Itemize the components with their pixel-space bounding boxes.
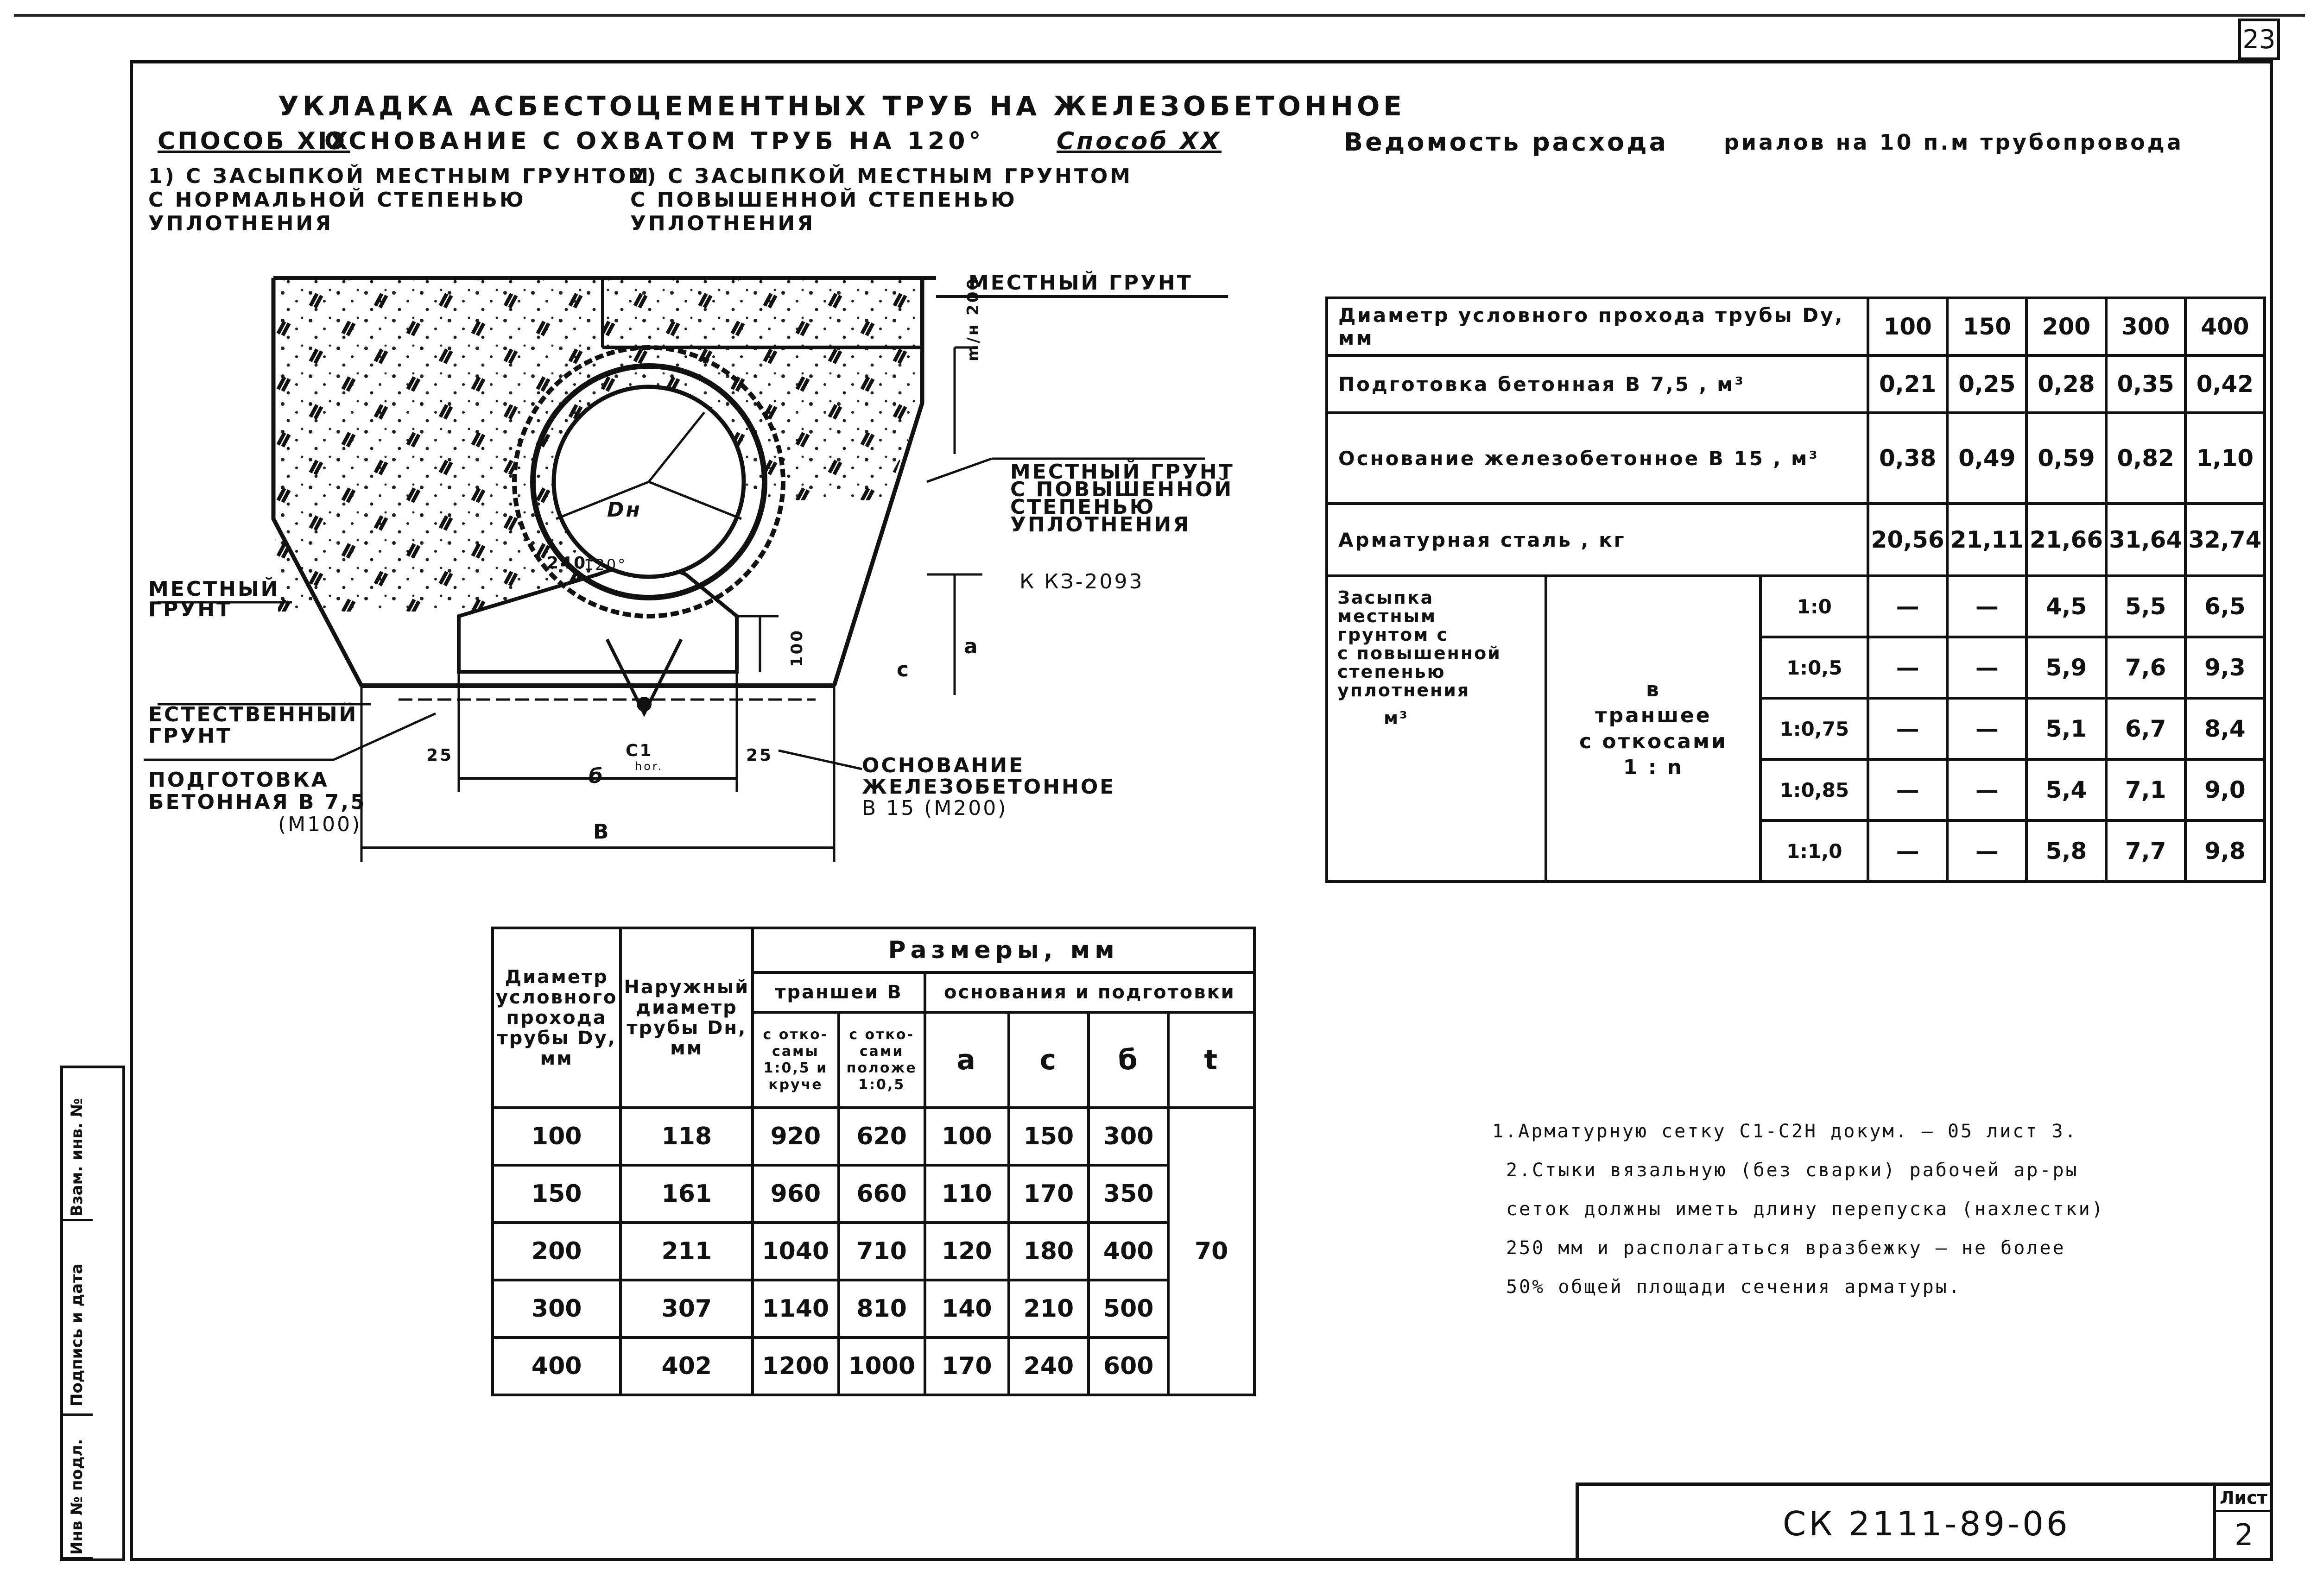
table-cell: 307 <box>620 1280 753 1337</box>
value-cell: — <box>1947 576 2026 637</box>
consumption-title-right: риалов на 10 п.м трубопровода <box>1724 130 2184 155</box>
label-line: УПЛОТНЕНИЯ <box>1010 513 1191 536</box>
side-label-inventory: Инв № подл. <box>68 1438 86 1555</box>
header-t: t <box>1168 1012 1254 1108</box>
value-cell: 4,5 <box>2026 576 2106 637</box>
header-b: б <box>1089 1012 1168 1108</box>
header-slope-gentle: с отко-сами положе 1:0,5 <box>839 1012 925 1108</box>
table-cell: 300 <box>493 1280 620 1337</box>
consumption-title-left: Ведомость расхода <box>1344 127 1669 157</box>
diameter-cell: 400 <box>2185 298 2265 355</box>
table-cell: 140 <box>925 1280 1009 1337</box>
table-cell: 400 <box>1089 1223 1168 1280</box>
value-cell: 7,1 <box>2106 759 2185 820</box>
table-cell: 1040 <box>753 1223 838 1280</box>
label-natural-soil <box>148 704 358 747</box>
table-cell: 211 <box>620 1223 753 1280</box>
value-cell: 31,64 <box>2106 504 2185 576</box>
value-cell: — <box>1868 698 1947 759</box>
sheet-box <box>2213 1486 2273 1561</box>
variant-1-line: 1) С ЗАСЫПКОЙ МЕСТНЫМ ГРУНТОМ <box>148 164 651 188</box>
backfill-label-line: степенью <box>1337 662 1446 682</box>
label-line: ЕСТЕСТВЕННЫЙ <box>148 703 358 726</box>
title-block-stamp <box>1576 1482 2273 1561</box>
table-cell: 400 <box>493 1337 620 1395</box>
value-cell: 5,1 <box>2026 698 2106 759</box>
header-diameter-outer: Наружный диаметр трубы Dн, мм <box>620 928 753 1108</box>
table-cell: 600 <box>1089 1337 1168 1395</box>
label-angle-small: 120° <box>584 556 627 574</box>
variant-2-line: УПЛОТНЕНИЯ <box>630 212 816 235</box>
value-cell: 0,28 <box>2026 355 2106 413</box>
sheet-divider <box>2216 1510 2273 1512</box>
variant-1-block <box>148 164 651 235</box>
label-local-soil-left <box>148 579 279 620</box>
trench-label-line: 1 : n <box>1623 756 1684 779</box>
note-line: 250 мм и располагаться вразбежку — не более <box>1506 1237 2066 1259</box>
row-label: Подготовка бетонная В 7,5 , м³ <box>1327 355 1868 413</box>
pipe-dimensions-table <box>491 927 1256 1396</box>
table-cell: 350 <box>1089 1165 1168 1223</box>
slope-ratio-cell: 1:0 <box>1760 576 1868 637</box>
table-cell: 180 <box>1009 1223 1089 1280</box>
header-slope-steep: с отко-самы 1:0,5 и круче <box>753 1012 838 1108</box>
label-c1-note: hor. <box>635 760 664 773</box>
diameter-cell: 300 <box>2106 298 2185 355</box>
slope-ratio-cell: 1:0,5 <box>1760 637 1868 698</box>
table-cell: 300 <box>1089 1108 1168 1165</box>
diameter-cell: 200 <box>2026 298 2106 355</box>
label-prep-concrete <box>148 769 367 836</box>
table-cell: 161 <box>620 1165 753 1223</box>
label-dim-25-left: 25 <box>426 746 454 765</box>
value-cell: 9,8 <box>2185 820 2265 882</box>
backfill-label-line: уплотнения <box>1337 680 1470 700</box>
label-local-soil-top: МЕСТНЫЙ ГРУНТ <box>969 271 1193 295</box>
trench-label-line: в <box>1646 678 1661 701</box>
backfill-label-cell <box>1327 576 1546 882</box>
value-cell: — <box>1947 759 2026 820</box>
table-cell: 500 <box>1089 1280 1168 1337</box>
sheet-number: 2 <box>2235 1518 2254 1552</box>
corner-sheet-number: 23 <box>2238 19 2280 60</box>
label-dim-m: m/н 200 <box>964 277 982 361</box>
label-line: ПОДГОТОВКА <box>148 768 329 792</box>
value-cell: 6,5 <box>2185 576 2265 637</box>
value-cell: 1,10 <box>2185 413 2265 504</box>
table-cell: 150 <box>1009 1108 1089 1165</box>
table-cell: 118 <box>620 1108 753 1165</box>
table-cell: 240 <box>1009 1337 1089 1395</box>
note-line: сеток должны иметь длину перепуска (нахлестки) <box>1506 1199 2105 1220</box>
notes-block <box>1492 1112 2105 1306</box>
method-right-label: Способ XX <box>1057 127 1222 155</box>
value-cell: 0,82 <box>2106 413 2185 504</box>
diameter-cell: 100 <box>1868 298 1947 355</box>
label-line: МЕСТНЫЙ ГРУНТ <box>1010 460 1234 484</box>
backfill-label-line: грунтом с <box>1337 625 1449 645</box>
label-dim-25-right: 25 <box>746 746 773 765</box>
value-cell: 9,0 <box>2185 759 2265 820</box>
label-dim-b: б <box>589 764 605 788</box>
table-cell: 170 <box>925 1337 1009 1395</box>
label-line: БЕТОННАЯ В 7,5 <box>148 790 367 814</box>
note-line: 1.Арматурную сетку С1-С2Н докум. — 05 лист 3. <box>1492 1121 2078 1142</box>
header-a: а <box>925 1012 1009 1108</box>
variant-2-block <box>630 164 1133 235</box>
value-cell: 7,6 <box>2106 637 2185 698</box>
value-cell: 0,21 <box>1868 355 1947 413</box>
slope-ratio-cell: 1:1,0 <box>1760 820 1868 882</box>
document-code: СК 2111-89-06 <box>1783 1504 2070 1543</box>
value-cell: 9,3 <box>2185 637 2265 698</box>
label-dim-B: В <box>593 820 611 844</box>
table-cell: 210 <box>1009 1280 1089 1337</box>
table-cell: 1140 <box>753 1280 838 1337</box>
slope-ratio-cell: 1:0,85 <box>1760 759 1868 820</box>
value-cell: 8,4 <box>2185 698 2265 759</box>
value-cell: — <box>1868 820 1947 882</box>
material-consumption-table <box>1325 296 2266 883</box>
label-line: В 15 (М200) <box>862 796 1008 820</box>
value-cell: 5,8 <box>2026 820 2106 882</box>
trench-label-line: траншее <box>1595 704 1712 727</box>
header-trench: траншеи В <box>753 972 925 1012</box>
diameter-header: Диаметр условного прохода трубы Dу, мм <box>1327 298 1868 355</box>
value-cell: 0,25 <box>1947 355 2026 413</box>
label-ks-ref: К КЗ-2093 <box>1019 570 1144 593</box>
label-line: СТЕПЕНЬЮ <box>1010 495 1156 519</box>
row-label: Основание железобетонное В 15 , м³ <box>1327 413 1868 504</box>
table-cell: 100 <box>493 1108 620 1165</box>
header-base: основания и подготовки <box>925 972 1254 1012</box>
backfill-label-line: местным <box>1337 606 1437 626</box>
variant-1-line: УПЛОТНЕНИЯ <box>148 212 334 235</box>
drawing-title-line2: ОСНОВАНИЕ С ОХВАТОМ ТРУБ НА 120° <box>324 127 985 155</box>
table-cell: 1200 <box>753 1337 838 1395</box>
value-cell: 6,7 <box>2106 698 2185 759</box>
backfill-label-line: с повышенной <box>1337 643 1501 663</box>
table-cell: 960 <box>753 1165 838 1223</box>
value-cell: 5,9 <box>2026 637 2106 698</box>
table-cell: 1000 <box>839 1337 925 1395</box>
value-cell: 21,66 <box>2026 504 2106 576</box>
header-c: с <box>1009 1012 1089 1108</box>
value-cell: 21,11 <box>1947 504 2026 576</box>
table-cell: 810 <box>839 1280 925 1337</box>
drawing-title-line1: УКЛАДКА АСБЕСТОЦЕМЕНТНЫХ ТРУБ НА ЖЕЛЕЗОБЕТОННОЕ <box>278 90 1405 122</box>
value-cell: 20,56 <box>1868 504 1947 576</box>
value-cell: 7,7 <box>2106 820 2185 882</box>
label-local-soil-compacted <box>1010 460 1234 536</box>
table-cell: 100 <box>925 1108 1009 1165</box>
trench-label-line: с откосами <box>1579 730 1728 753</box>
table-cell: 402 <box>620 1337 753 1395</box>
table-cell: 120 <box>925 1223 1009 1280</box>
table-cell: 710 <box>839 1223 925 1280</box>
note-line: 2.Стыки вязальную (без сварки) рабочей ар-ры <box>1506 1160 2079 1181</box>
variant-2-line: 2) С ЗАСЫПКОЙ МЕСТНЫМ ГРУНТОМ <box>630 164 1133 188</box>
table-cell: 920 <box>753 1108 838 1165</box>
label-line: МЕСТНЫЙ <box>148 577 280 601</box>
table-cell: 620 <box>839 1108 925 1165</box>
value-cell: 5,4 <box>2026 759 2106 820</box>
label-line: С ПОВЫШЕННОЙ <box>1010 478 1234 501</box>
label-line: ГРУНТ <box>148 724 233 748</box>
header-diameter-conditional: Диаметр условного прохода трубы Dу, мм <box>493 928 620 1108</box>
label-dim-c: с <box>897 658 911 681</box>
table-cell: 150 <box>493 1165 620 1223</box>
header-sizes: Размеры, мм <box>753 928 1254 972</box>
value-cell: 5,5 <box>2106 576 2185 637</box>
backfill-label-line: м³ <box>1384 708 1409 728</box>
label-angle: 240° <box>547 554 598 573</box>
trench-label-cell <box>1546 576 1760 882</box>
value-cell: — <box>1868 576 1947 637</box>
variant-2-line: С ПОВЫШЕННОЙ СТЕПЕНЬЮ <box>630 188 1017 212</box>
value-cell: 0,35 <box>2106 355 2185 413</box>
table-cell: 170 <box>1009 1165 1089 1223</box>
value-cell: — <box>1947 820 2026 882</box>
slope-ratio-cell: 1:0,75 <box>1760 698 1868 759</box>
sheet-label: Лист <box>2220 1488 2267 1508</box>
label-line: ЖЕЛЕЗОБЕТОННОЕ <box>862 775 1116 799</box>
value-cell: 0,42 <box>2185 355 2265 413</box>
side-approval-strip <box>60 1066 125 1561</box>
diameter-cell: 150 <box>1947 298 2026 355</box>
t-value-cell: 70 <box>1168 1108 1254 1395</box>
label-rc-base <box>862 755 1115 819</box>
note-line: 50% общей площади сечения арматуры. <box>1506 1276 1962 1298</box>
value-cell: — <box>1868 759 1947 820</box>
table-cell: 200 <box>493 1223 620 1280</box>
value-cell: 0,59 <box>2026 413 2106 504</box>
value-cell: — <box>1868 637 1947 698</box>
side-label-replace: Взам. инв. № <box>68 1098 86 1217</box>
side-label-signature: Подпись и дата <box>68 1263 86 1407</box>
value-cell: 0,49 <box>1947 413 2026 504</box>
backfill-label-line: Засыпка <box>1337 587 1434 608</box>
table-cell: 660 <box>839 1165 925 1223</box>
label-line: ГРУНТ <box>148 598 233 621</box>
method-left-label: СПОСОБ XIX <box>158 127 350 155</box>
value-cell: 0,38 <box>1868 413 1947 504</box>
row-label: Арматурная сталь , кг <box>1327 504 1868 576</box>
value-cell: — <box>1947 698 2026 759</box>
table-cell: 110 <box>925 1165 1009 1223</box>
label-c1: C1 <box>626 741 653 760</box>
label-line: (М100) <box>278 813 362 836</box>
value-cell: 32,74 <box>2185 504 2265 576</box>
label-line: ОСНОВАНИЕ <box>862 754 1025 777</box>
label-dn: Dн <box>607 498 642 522</box>
label-dim-a: а <box>964 635 980 658</box>
value-cell: — <box>1947 637 2026 698</box>
variant-1-line: С НОРМАЛЬНОЙ СТЕПЕНЬЮ <box>148 188 526 212</box>
label-dim-100: 100 <box>788 629 806 667</box>
